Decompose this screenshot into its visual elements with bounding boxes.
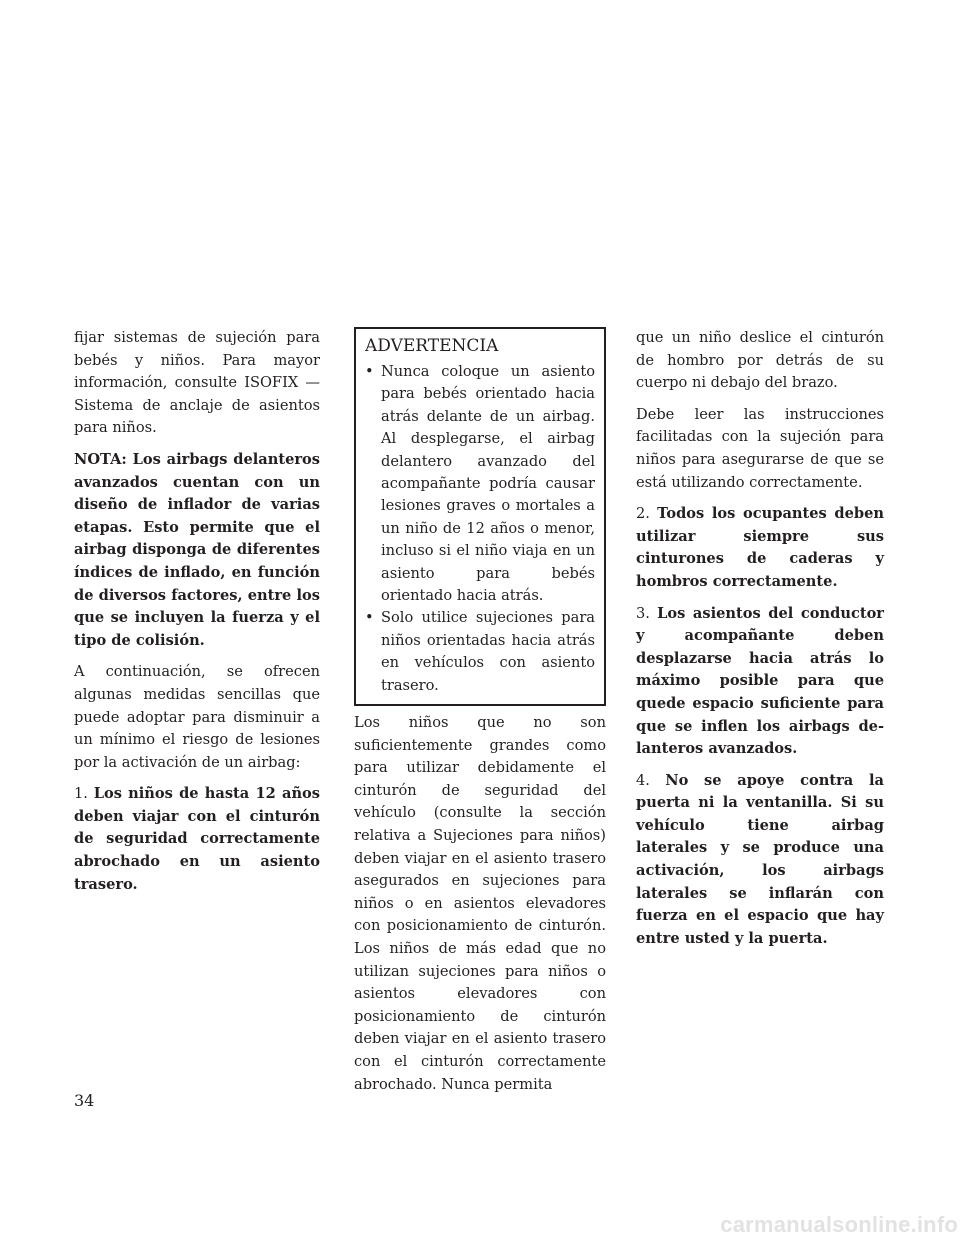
item-number: 3. [636, 604, 650, 622]
warning-title: ADVERTENCIA [365, 336, 499, 356]
warning-item: • Solo utilice sujeciones para niños orientadas hacia atrás en vehículos con asiento trasero. [365, 607, 595, 697]
note-paragraph: NOTA: Los airbags delanteros avanzados cuentan con un diseño de inflador de varias etapas. Esto permite que el airbag disponga de diferentes índices de inflado, en función de diversos factores, entre los que se incluyen la fuerza y el tipo de colisión. [74, 450, 320, 649]
column-left [74, 327, 320, 905]
item-number: 4. [636, 771, 650, 789]
numbered-item-1 [74, 783, 320, 896]
watermark-logo: carmanualsonline.info [720, 1212, 958, 1237]
column-right [636, 327, 884, 959]
item-text: Los asientos del conductor y acompañante deben desplazarse hacia atrás lo máximo posible para que quede espacio suficiente para que se inflen los airbags delanteros avanzados. [636, 604, 885, 758]
warning-box [354, 327, 606, 706]
paragraph-instructions: Debe leer las instrucciones facilitadas con la sujeción para niños para asegurarse de que se está utilizando correctamente. [636, 405, 884, 491]
column-middle [354, 327, 606, 1105]
page-number: 34 [74, 1091, 95, 1110]
warning-item: • Nunca coloque un asiento para bebés orientado hacia atrás delante de un airbag. Al desplegarse, el airbag delantero avanzado del acompañante podría causar lesiones graves o mortales a un niño de 12 años o menor, incluso si el niño viaja en un asiento para bebés orientado hacia atrás. [365, 361, 595, 607]
item-text: No se apoye contra la puerta ni la ventanilla. Si su vehículo tiene airbag laterales y se produce una activación, los airbags laterales se inflarán con fuerza en el espacio que hay entre usted y la puerta. [636, 771, 884, 947]
item-text: Todos los ocupantes deben utilizar siempre sus cinturones de caderas y hombros correctamente. [636, 505, 884, 590]
paragraph-children-seats: Los niños que no son suficientemente grandes como para utilizar debidamente el cinturón de seguridad del vehículo (consulte la sección relativa a Sujeciones para niños) deben viajar en el asiento trasero asegurados en sujeciones para niños o en asientos elevadores con posicionamiento de cinturón. Los niños de más edad que no utilizan sujeciones para niños o asientos elevadores con posicionamiento de cinturón deben viajar en el asiento trasero con el cinturón correctamente abrochado. Nunca permita [354, 714, 606, 1093]
numbered-item-2 [636, 503, 884, 593]
item-number: 2. [636, 505, 650, 523]
warning-list [365, 361, 595, 697]
numbered-item-3 [636, 603, 884, 761]
numbered-item-4 [636, 770, 884, 951]
paragraph-isofix: fijar sistemas de sujeción para bebés y niños. Para mayor información, consulte ISOFIX — Sistema de anclaje de asientos para niños. [74, 329, 320, 437]
item-text: Los niños de hasta 12 años deben viajar con el cinturón de seguridad correctamente abrochado en un asiento trasero. [74, 785, 321, 893]
item-number: 1. [74, 785, 88, 803]
paragraph-measures: A continuación, se ofrecen algunas medidas sencillas que puede adoptar para disminuir a un mínimo el riesgo de lesiones por la activación de un airbag: [74, 663, 320, 771]
paragraph-continuation: que un niño deslice el cinturón de hombro por detrás de su cuerpo ni debajo del brazo. [636, 329, 884, 392]
